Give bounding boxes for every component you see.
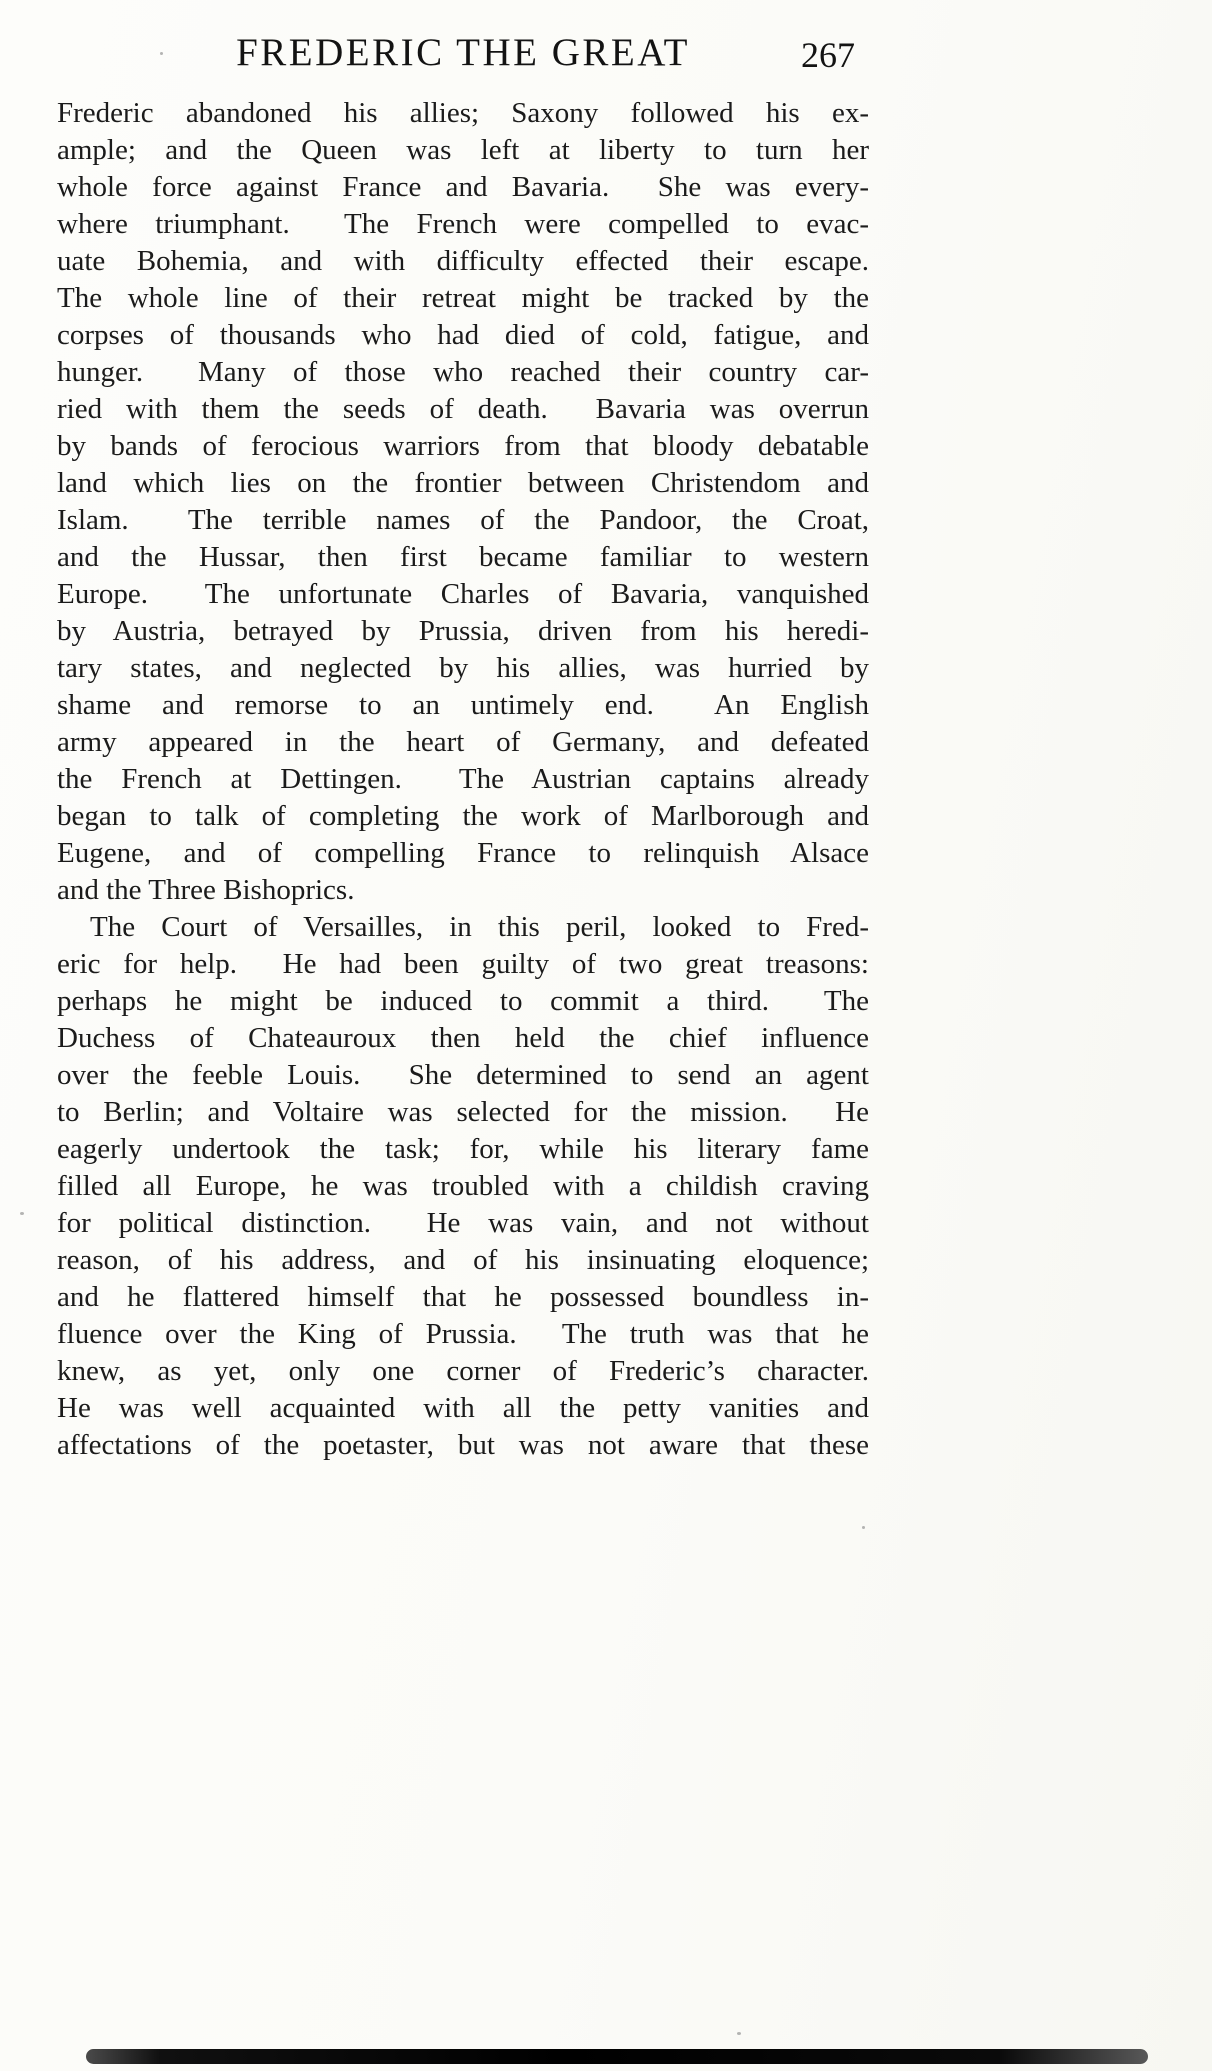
text-line: by bands of ferocious warriors from that bloody debatable: [57, 430, 869, 462]
running-head: [57, 30, 869, 78]
scan-speck: [862, 1526, 865, 1529]
text-line: and the Three Bishoprics.: [57, 874, 355, 906]
text-line: Eugene, and of compelling France to relinquish Alsace: [57, 837, 869, 869]
text-line: The whole line of their retreat might be tracked by the: [57, 282, 869, 314]
text-line: eric for help. He had been guilty of two great treasons:: [57, 948, 869, 980]
text-line: over the feeble Louis. She determined to send an agent: [57, 1059, 869, 1091]
scan-speck: [737, 2032, 741, 2035]
text-line: knew, as yet, only one corner of Frederic’s character.: [57, 1355, 869, 1387]
text-line: eagerly undertook the task; for, while his literary fame: [57, 1133, 869, 1165]
text-line: shame and remorse to an untimely end. An English: [57, 689, 869, 721]
text-line: whole force against France and Bavaria. She was every-: [57, 171, 869, 203]
scan-speck: [20, 1212, 24, 1215]
page-number: 267: [801, 35, 855, 75]
text-line: reason, of his address, and of his insinuating eloquence;: [57, 1244, 869, 1276]
text-line: affectations of the poetaster, but was not aware that these: [57, 1429, 869, 1461]
text-line: for political distinction. He was vain, and not without: [57, 1207, 869, 1239]
text-line: tary states, and neglected by his allies, was hurried by: [57, 652, 869, 684]
text-line: began to talk of completing the work of Marlborough and: [57, 800, 869, 832]
text-column: [57, 30, 869, 1464]
text-line: army appeared in the heart of Germany, and defeated: [57, 726, 869, 758]
text-line: filled all Europe, he was troubled with a childish craving: [57, 1170, 869, 1202]
text-line: ample; and the Queen was left at liberty to turn her: [57, 134, 869, 166]
text-line: corpses of thousands who had died of cold, fatigue, and: [57, 319, 869, 351]
text-line: land which lies on the frontier between Christendom and: [57, 467, 869, 499]
text-line: Islam. The terrible names of the Pandoor, the Croat,: [57, 504, 869, 536]
text-line: the French at Dettingen. The Austrian captains already: [57, 763, 869, 795]
text-line: Europe. The unfortunate Charles of Bavaria, vanquished: [57, 578, 869, 610]
text-line: and the Hussar, then first became familiar to western: [57, 541, 869, 573]
text-line: by Austria, betrayed by Prussia, driven from his heredi-: [57, 615, 869, 647]
text-line: uate Bohemia, and with difficulty effected their escape.: [57, 245, 869, 277]
paragraph: [57, 909, 869, 1464]
text-line: Duchess of Chateauroux then held the chief influence: [57, 1022, 869, 1054]
text-line: where triumphant. The French were compelled to evac-: [57, 208, 869, 240]
text-line: to Berlin; and Voltaire was selected for the mission. He: [57, 1096, 869, 1128]
text-line: and he flattered himself that he possessed boundless in-: [57, 1281, 869, 1313]
text-line: ried with them the seeds of death. Bavaria was overrun: [57, 393, 869, 425]
scan-speck: [160, 52, 163, 55]
text-line: fluence over the King of Prussia. The truth was that he: [57, 1318, 869, 1350]
text-line: He was well acquainted with all the petty vanities and: [57, 1392, 869, 1424]
text-line: hunger. Many of those who reached their country car-: [57, 356, 869, 388]
paragraph: [57, 95, 869, 909]
text-line: perhaps he might be induced to commit a third. The: [57, 985, 869, 1017]
running-head-title: FREDERIC THE GREAT: [236, 31, 690, 74]
text-line: The Court of Versailles, in this peril, looked to Fred-: [90, 911, 869, 943]
body-text: [57, 95, 869, 1464]
text-line: Frederic abandoned his allies; Saxony followed his ex-: [57, 97, 869, 129]
scan-edge-artifact: [86, 2049, 1148, 2064]
